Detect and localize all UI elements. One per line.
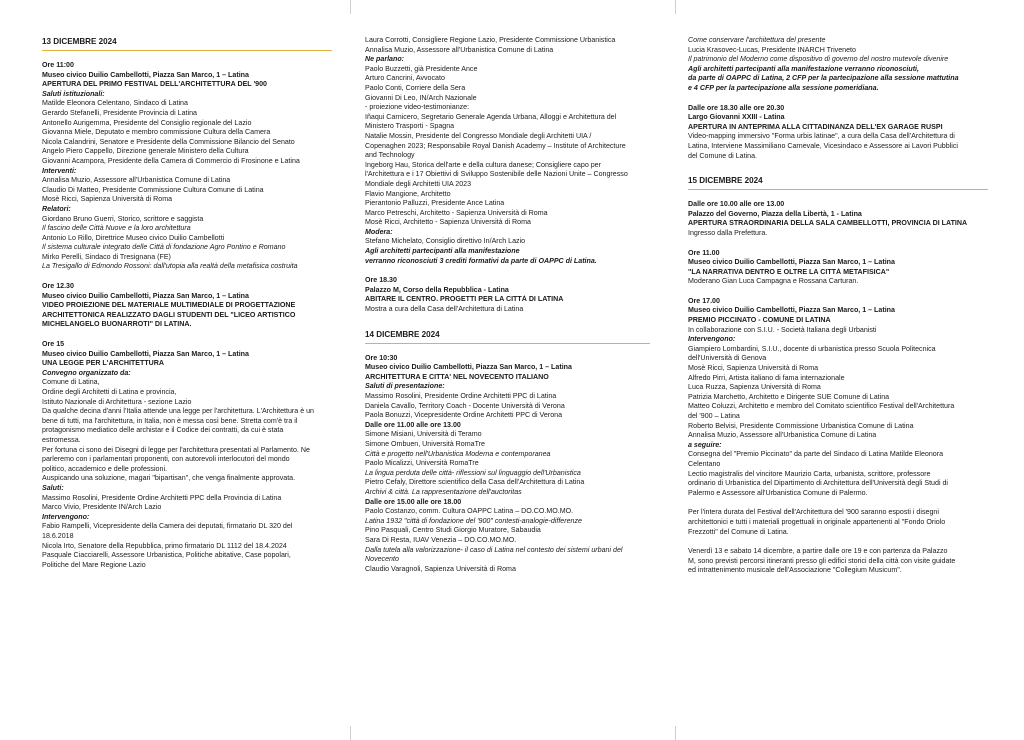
program-line: estromessa. [42, 435, 81, 444]
program-line: Mondiale degli Architetti UIA 2023 [365, 179, 472, 188]
program-line: Per fortuna ci sono dei Disegni di legge per l'architettura presentati al Parlamento. Ne [42, 445, 310, 454]
crop-mark [350, 726, 351, 740]
program-line: Saluti di presentazione: [365, 382, 445, 391]
program-line: protagonismo mediatico delle archistar e il Codice dei contratti, da cui è stata [42, 426, 284, 435]
program-line: Matteo Coluzzi, Architetto e membro del Comitato scientifico Festival dell'Architettura [688, 402, 955, 411]
column-middle [365, 36, 650, 577]
program-line: Agli architetti partecipanti alla manifestazione [365, 247, 520, 256]
column-right [688, 36, 988, 579]
program-line: Il sistema culturale integrato delle Città di fondazione Agro Pontino e Romano [42, 243, 286, 252]
program-line: Latina, Interviene Massimiliano Carnevale, Vicesindaco e Assessore ai Lavori Pubblici [688, 141, 958, 150]
program-line: Ore 11:00 [42, 61, 74, 69]
program-line: Matilde Eleonora Celentano, Sindaco di Latina [42, 99, 188, 108]
program-line: Dalle ore 11.00 alle ore 13.00 [365, 420, 461, 429]
program-line: Museo civico Duilio Cambellotti, Piazza San Marco, 1 – Latina [688, 258, 895, 267]
program-line: Intervengono: [688, 335, 736, 344]
program-line: Stefano Michelato, Consiglio direttivo In/Arch Lazio [365, 237, 526, 246]
program-line: Roberto Belvisi, Presidente Commissione Urbanistica Comune di Latina [688, 421, 914, 430]
program-line: PREMIO PICCINATO - COMUNE DI LATINA [688, 316, 831, 325]
program-line: Come conservare l'architettura del presente [688, 36, 826, 44]
program-line: Arturo Cancrini, Avvocato [365, 74, 445, 83]
program-line: Annalisa Muzio, Assessore all'Urbanistica Comune di Latina [42, 176, 231, 185]
program-line: Mosè Ricci, Architetto - Sapienza Università di Roma [365, 218, 531, 227]
program-line: Daniela Cavallo, Territory Coach - Docente Università di Verona [365, 401, 565, 410]
program-block [688, 200, 988, 238]
program-line: Paolo Costanzo, comm. Cultura OAPPC Latina – DO.CO.MO.MO. [365, 507, 574, 516]
program-line: APERTURA IN ANTEPRIMA ALLA CITTADINANZA DELL'EX GARAGE RUSPI [688, 122, 943, 131]
program-line: Il fascino delle Città Nuove e la loro architettura [42, 224, 191, 233]
crop-mark [350, 0, 351, 14]
program-line: Pietro Cefaly, Direttore scientifico della Casa dell'Architettura di Latina [365, 478, 585, 487]
program-line: Palermo e Assessore all'Urbanistica Comune di Palermo. [688, 488, 868, 497]
program-line: Novecento [365, 555, 399, 564]
program-line: Mostra a cura della Casa dell'Architettura di Latina [365, 305, 524, 314]
program-line: Dalle ore 15.00 alle ore 18.00 [365, 497, 462, 506]
program-line: Simone Misiani, Università di Teramo [365, 430, 482, 439]
program-line: parleremo con i parlamentari proponenti, con autorevoli interlocutori del mondo [42, 455, 290, 464]
program-line: l'Architettura e i 17 Obiettivi di Sviluppo Sostenibile delle Nazioni Unite – Congresso [365, 170, 628, 179]
program-block [42, 282, 332, 330]
program-line: Antonello Aurigemma, Presidente del Consiglio regionale del Lazio [42, 118, 252, 127]
program-line: Massimo Rosolini, Presidente Ordine Architetti PPC di Latina [365, 392, 557, 400]
program-block [688, 297, 988, 498]
program-line: Paolo Buzzetti, già Presidente Ance [365, 64, 478, 73]
program-line: Ore 12.30 [42, 282, 74, 291]
program-line: da parte di OAPPC di Latina, 2 CFP per la partecipazione alla sessione mattutina [688, 74, 959, 83]
program-line: Frezzotti" del Comune di Latina. [688, 527, 789, 536]
program-line: Massimo Rosolini, Presidente Ordine Architetti PPC della Provincia di Latina [42, 493, 282, 502]
program-block [688, 249, 988, 287]
program-line: dell'Università di Genova [688, 354, 767, 363]
program-line: APERTURA DEL PRIMO FESTIVAL DELL'ARCHITETTURA DEL '900 [42, 80, 268, 89]
program-line: ARCHITETTURA E CITTA' NEL NOVECENTO ITALIANO [365, 372, 549, 381]
program-line: Gerardo Stefanelli, Presidente Provincia di Latina [42, 108, 197, 117]
program-line: Dalla tutela alla valorizzazione- il caso di Latina nel contesto dei sistemi urbani del [365, 545, 623, 554]
program-line: Museo civico Duilio Cambellotti, Piazza San Marco, 1 – Latina [688, 306, 895, 315]
program-line: Giampiero Lombardini, S.I.U., docente di urbanistica presso Scuola Politecnica [688, 344, 936, 353]
program-line: Ore 17.00 [688, 296, 720, 305]
program-line: Palazzo M, Corso della Repubblica - Latina [365, 285, 509, 294]
program-line: VIDEO PROIEZIONE DEL MATERIALE MULTIMEDIALE DI PROGETTAZIONE [42, 301, 296, 310]
program-line: Pierantonio Palluzzi, Presidente Ance Latina [365, 199, 505, 208]
program-line: Sara Di Resta, IUAV Venezia – DO.CO.MO.MO. [365, 535, 517, 544]
program-line: La lingua perduta delle città- riflessioni sul linguaggio dell'Urbanistica [365, 468, 581, 477]
program-line: Lucia Krasovec-Lucas, Presidente INARCH Triveneto [688, 45, 856, 54]
program-line: Modera: [365, 227, 393, 236]
program-line: Giovanna Miele, Deputato e membro commissione Cultura della Camera [42, 128, 271, 137]
program-line: UNA LEGGE PER L'ARCHITETTURA [42, 359, 165, 368]
program-line: Largo Giovanni XXIII - Latina [688, 113, 785, 122]
program-line: Museo civico Duilio Cambellotti, Piazza San Marco, 1 – Latina [42, 291, 249, 300]
program-line: ABITARE IL CENTRO. PROGETTI PER LA CITTÀ DI LATINA [365, 295, 564, 304]
program-line: Nicola Irto, Senatore della Repubblica, primo firmatario DL 1112 del 18.4.2024 [42, 541, 287, 550]
program-line: ed intrattenimento musicale dell'Associazione "Collegium Musicum". [688, 566, 902, 575]
program-line: Mirko Perelli, Sindaco di Tresignana (FE) [42, 252, 171, 261]
program-block [688, 36, 988, 94]
program-line: Museo civico Duilio Cambellotti, Piazza San Marco, 1 – Latina [42, 349, 249, 358]
program-line: Dalle ore 10.00 alle ore 13.00 [688, 200, 785, 209]
program-line: politico, accademico e delle professioni. [42, 464, 167, 473]
date-heading: 13 DICEMBRE 2024 [42, 36, 332, 51]
program-line: Iñaqui Carnicero, Segretario Generale Agenda Urbana, Alloggi e Architettura del [365, 112, 617, 121]
program-line: Venerdì 13 e sabato 14 dicembre, a partire dalle ore 19 e con partenza da Palazzo [688, 547, 948, 556]
program-line: MICHELANGELO BUONARROTI" DI LATINA. [42, 320, 192, 329]
program-block [365, 36, 650, 266]
program-line: Alfredo Pirri, Artista italiano di fama internazionale [688, 373, 845, 382]
program-line: Convegno organizzato da: [42, 368, 131, 377]
program-line: ordinario di Urbanistica del Dipartimento di Architettura dell'Università degli Studi di [688, 479, 949, 488]
program-line: del Comune di Latina. [688, 151, 758, 160]
program-line: Claudio Di Matteo, Presidente Commissione Cultura Comune di Latina [42, 185, 264, 194]
program-line: Ingresso dalla Prefettura. [688, 228, 768, 237]
program-line: Luca Ruzza, Sapienza Università di Roma [688, 383, 821, 392]
program-line: Saluti: [42, 483, 64, 492]
program-line: Per l'intera durata del Festival dell'Architettura del '900 saranno esposti i disegni [688, 508, 939, 517]
program-line: In collaborazione con S.I.U. - Società Italiana degli Urbanisti [688, 325, 877, 334]
program-line: Città e progetto nell'Urbanistica Moderna e contemporanea [365, 449, 551, 458]
program-line: Giordano Bruno Guerri, Storico, scrittore e saggista [42, 214, 204, 223]
program-block [365, 354, 650, 575]
date-heading: 15 DICEMBRE 2024 [688, 175, 988, 190]
program-line: Da qualche decina d'anni l'Italia attende una legge per l'architettura. L'Architettura è un [42, 407, 315, 416]
program-line: M, sono previsti percorsi itineranti presso gli edifici storici della città con visite guidate [688, 556, 956, 565]
column-left [42, 36, 332, 573]
program-line: Il patrimonio del Moderno come dispositivo di governo del nostro mutevole divenire [688, 55, 949, 64]
program-line: Marco Petreschi, Architetto - Sapienza Università di Roma [365, 208, 548, 217]
program-line: Copenaghen 2023; Responsabile Royal Danish Academy – Institute of Architecture [365, 141, 626, 150]
program-line: - proiezione video-testimonianze: [365, 103, 470, 112]
program-line: Lectio magistralis del vincitore Maurizio Carta, urbanista, scrittore, professore [688, 469, 931, 478]
program-line: Museo civico Duilio Cambellotti, Piazza San Marco, 1 – Latina [365, 363, 572, 372]
program-line: Auspicando una soluzione, magari "bipartisan", che venga finalmente approvata. [42, 474, 296, 483]
program-line: Interventi: [42, 166, 77, 175]
program-line: verranno riconosciuti 3 crediti formativi da parte di OAPPC di Latina. [365, 256, 597, 265]
program-line: Latina 1932 "città di fondazione del '900" contesti-analogie-differenze [365, 516, 582, 525]
program-line: Ore 10:30 [365, 353, 398, 362]
program-line: Istituto Nazionale di Architettura - sezione Lazio [42, 397, 192, 406]
program-line: Museo civico Duilio Cambellotti, Piazza San Marco, 1 – Latina [42, 70, 249, 79]
program-line: Comune di Latina, [42, 378, 100, 387]
program-block [688, 547, 988, 576]
program-line: Ne parlano: [365, 55, 405, 64]
program-block [42, 340, 332, 570]
program-line: e 4 CFP per la partecipazione alla sessione pomeridiana. [688, 83, 879, 92]
program-line: Paolo Conti, Corriere della Sera [365, 83, 466, 92]
program-line: Marco Vivio, Presidente IN/Arch Lazio [42, 503, 162, 512]
program-line: ARCHITETTONICA REALIZZATO DAGLI STUDENTI DEL "LICEO ARTISTICO [42, 310, 296, 319]
program-line: Natalie Mossin, Presidente del Congresso Mondiale degli Architetti UIA / [365, 131, 592, 140]
program-block [365, 276, 650, 314]
program-line: Saluti istituzionali: [42, 89, 105, 98]
program-line: Intervengono: [42, 512, 90, 521]
program-block [42, 61, 332, 272]
program-line: Flavio Mangione, Architetto [365, 189, 451, 198]
program-block [688, 104, 988, 162]
program-line: Laura Corrotti, Consigliere Regione Lazio, Presidente Commissione Urbanistica [365, 36, 616, 44]
program-line: Annalisa Muzio, Assessore all'Urbanistica Comune di Latina [688, 431, 877, 440]
program-line: APERTURA STRAORDINARIA DELLA SALA CAMBELLOTTI, PROVINCIA DI LATINA [688, 219, 968, 228]
program-line: Consegna del "Premio Piccinato" da parte del Sindaco di Latina Matilde Eleonora [688, 450, 944, 459]
crop-mark [675, 0, 676, 14]
program-line: architettonici e tutti i materiali progettuali in originale appartenenti al "Fondo Oriolo [688, 517, 946, 526]
crop-mark [675, 726, 676, 740]
program-line: Ordine degli Architetti di Latina e provincia, [42, 388, 177, 396]
program-line: Antonio Lo Rillo, Direttrice Museo civico Duilio Cambellotti [42, 233, 225, 242]
program-line: a seguire: [688, 440, 722, 449]
program-line: Archivi & città. La rappresentazione dell'auctoritas [365, 487, 522, 496]
program-line: Fabio Rampelli, Vicepresidente della Camera dei deputati, firmatario DL 320 del [42, 522, 293, 531]
program-line: Mosè Ricci, Sapienza Università di Roma [42, 195, 173, 204]
program-line: Relatori: [42, 204, 71, 213]
program-line: Giovanni Acampora, Presidente della Camera di Commercio di Frosinone e Latina [42, 156, 300, 165]
program-line: Video-mapping immersivo "Forma urbis latinae", a cura della Casa dell'Architettura di [688, 132, 955, 141]
program-line: Ore 11.00 [688, 248, 720, 257]
program-line: Simone Ombuen, Università RomaTre [365, 439, 485, 448]
program-line: Politiche del Mare Regione Lazio [42, 560, 146, 569]
program-line: Ore 15 [42, 340, 65, 349]
date-heading: 14 DICEMBRE 2024 [365, 329, 650, 344]
program-line: Pasquale Ciacciarelli, Assessore Urbanistica, Politiche abitative, Case popolari, [42, 551, 291, 560]
program-line: Mosè Ricci, Sapienza Università di Roma [688, 364, 819, 373]
program-line: "LA NARRATIVA DENTRO E OLTRE LA CITTÀ METAFISICA" [688, 267, 890, 276]
program-line: Annalisa Muzio, Assessore all'Urbanistica Comune di Latina [365, 45, 554, 54]
program-line: bene di tutti, ma l'architettura, in Italia, non è messa così bene. Stretta com'è tra il [42, 416, 298, 425]
program-line: Paolo Micalizzi, Università RomaTre [365, 459, 479, 468]
program-line: Angelo Piero Cappello, Direzione generale Ministero della Cultura [42, 147, 249, 156]
program-line: Nicola Calandrini, Senatore e Presidente della Commissione Bilancio del Senato [42, 137, 295, 146]
program-line: Claudio Varagnoli, Sapienza Università di Roma [365, 564, 516, 573]
program-line: Celentano [688, 459, 721, 468]
program-line: Dalle ore 18.30 alle ore 20.30 [688, 103, 785, 112]
program-line: del '900 – Latina [688, 412, 740, 420]
program-line: Giovanni Di Leo, IN/Arch Nazionale [365, 93, 477, 102]
program-line: Palazzo del Governo, Piazza della Libertà, 1 - Latina [688, 209, 862, 218]
program-line: Ore 18.30 [365, 276, 397, 285]
program-line: Moderano Gian Luca Campagna e Rossana Carturan. [688, 277, 859, 286]
program-line: Paola Bonuzzi, Vicepresidente Ordine Architetti PPC di Verona [365, 411, 563, 420]
program-block [688, 508, 988, 537]
program-line: Patrizia Marchetto, Architetto e Dirigente SUE Comune di Latina [688, 392, 890, 401]
program-line: Ministero Trasporti - Spagna [365, 122, 455, 131]
program-line: Ingeborg Hau, Storica dell'arte e della cultura danese; Consigliere capo per [365, 160, 601, 169]
program-line: La Tresigallo di Edmondo Rossoni: dall'utopia alla realtà della metafisica costruita [42, 262, 298, 271]
program-line: 18.6.2018 [42, 531, 74, 540]
program-line: and Technology [365, 151, 415, 160]
program-line: Pino Pasquali, Centro Studi Giorgio Muratore, Sabaudia [365, 526, 541, 535]
program-line: Agli architetti partecipanti alla manifestazione verranno riconosciuti, [688, 64, 919, 73]
